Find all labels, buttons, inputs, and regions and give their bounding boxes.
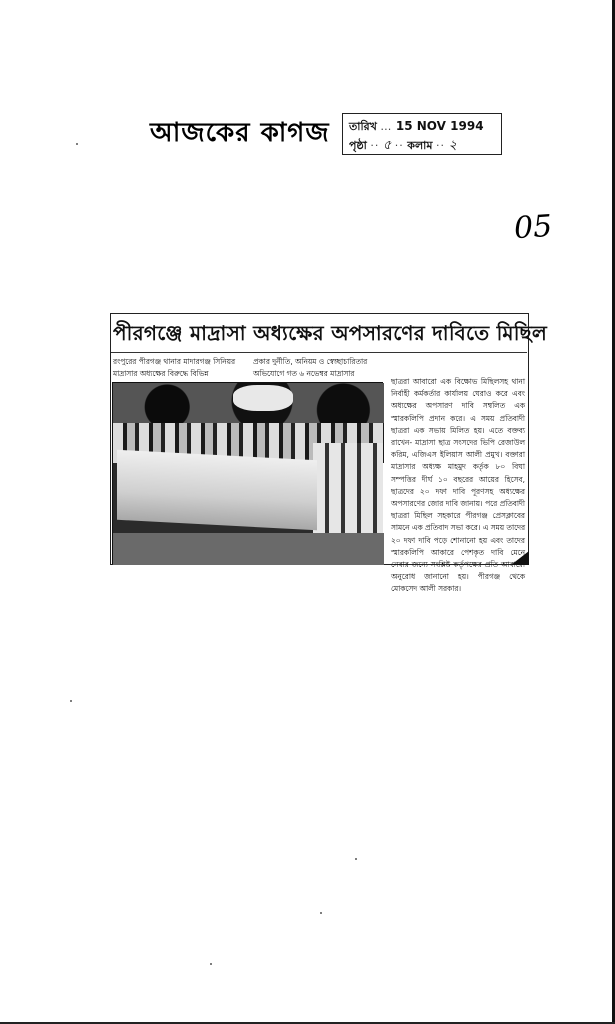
- photo-ground: [113, 533, 384, 565]
- scan-speck: [355, 858, 357, 860]
- stamp-page-label: পৃষ্ঠা: [349, 139, 367, 152]
- article-lead-right: প্রকার দুর্নীতি, অনিয়ম ও স্বেচ্ছাচারিতার অভিযোগে গত ৬ নভেম্বর মাদ্রাসার: [253, 357, 368, 379]
- stamp-page-value: ৫: [382, 138, 392, 153]
- stamp-dots: ··: [394, 139, 404, 152]
- article-lead-left: রংপুরের পীরগঞ্জ থানার মাদারগঞ্জ সিনিয়র মাদ্রাসার অধ্যক্ষের বিরুদ্ধে বিভিন্ন: [113, 357, 236, 379]
- article-headline: পীরগঞ্জে মাদ্রাসা অধ্যক্ষের অপসারণের দাবিতে মিছিল: [113, 321, 548, 345]
- clipping-corner-mark: [511, 551, 529, 565]
- article-body: ছাত্ররা আবারো এক বিক্ষোভ মিছিলসহ থানা নির্বাহী কর্মকর্তার কার্যালয় ঘেরাও করে এবং অধ্যক্ষের অপসারণ দাবি সম্বলিত এক স্মারকলিপি প্রদান করে। এ সময় প্রতিবাদী ছাত্ররা এক সভায় মিলিত হয়। এতে বক্তব্য রাখেন- মাদ্রাসা ছাত্র সংসদের ভিপি রেজাউল করিম, এজিএস ইলিয়াস আলী প্রমুখ। বক্তারা মাদ্রাসার অধ্যক্ষ মাহমুদ কর্তৃক ৮০ বিঘা সম্পত্তির দীর্ঘ ১০ বছরের আয়ের হিসেব, ছাত্রদের ২০ দফা দাবি পূরণসহ অধ্যক্ষের অপসারণের জোর দাবি জানায়। পরে প্রতিবাদী ছাত্ররা মিছিল সহকারে পীরগঞ্জ প্রেসক্লাবের সামনে এক প্রতিবাদ সভা করে। এ সময় তাদের ২০ দফা দাবি পড়ে শোনানো হয় এবং তাদের স্মারকলিপি আকারে পেশকৃত দাবি মেনে নেবার জন্যে সংশ্লিষ্ট কর্তৃপক্ষের প্রতি আবারো অনুরোধ জানানো হয়। পীরগঞ্জ থেকে মোকসেদ আলী সরকার।: [391, 377, 526, 594]
- scan-speck: [76, 143, 78, 145]
- headline-divider: [111, 352, 527, 353]
- newspaper-clipping: [110, 313, 548, 594]
- photo-banner: [117, 450, 317, 530]
- newspaper-masthead: আজকের কাগজ: [150, 118, 330, 148]
- stamp-dots: ··: [370, 139, 380, 152]
- article-photo: [112, 382, 383, 564]
- scan-speck: [70, 700, 72, 702]
- archive-stamp: [342, 113, 502, 155]
- stamp-dots: …: [380, 120, 393, 133]
- stamp-date-row: [349, 118, 484, 137]
- scan-speck: [210, 963, 212, 965]
- photo-people: [313, 443, 383, 543]
- stamp-date-label: তারিখ: [349, 120, 377, 133]
- handwritten-page-number: 05: [512, 208, 554, 247]
- stamp-column-label: কলাম: [407, 139, 433, 152]
- stamp-date-value: 15 NOV 1994: [395, 119, 484, 133]
- scan-speck: [320, 912, 322, 914]
- stamp-dots: ··: [435, 139, 445, 152]
- stamp-column-value: ২: [448, 138, 457, 153]
- stamp-page-row: [349, 136, 457, 157]
- photo-sky: [233, 385, 293, 411]
